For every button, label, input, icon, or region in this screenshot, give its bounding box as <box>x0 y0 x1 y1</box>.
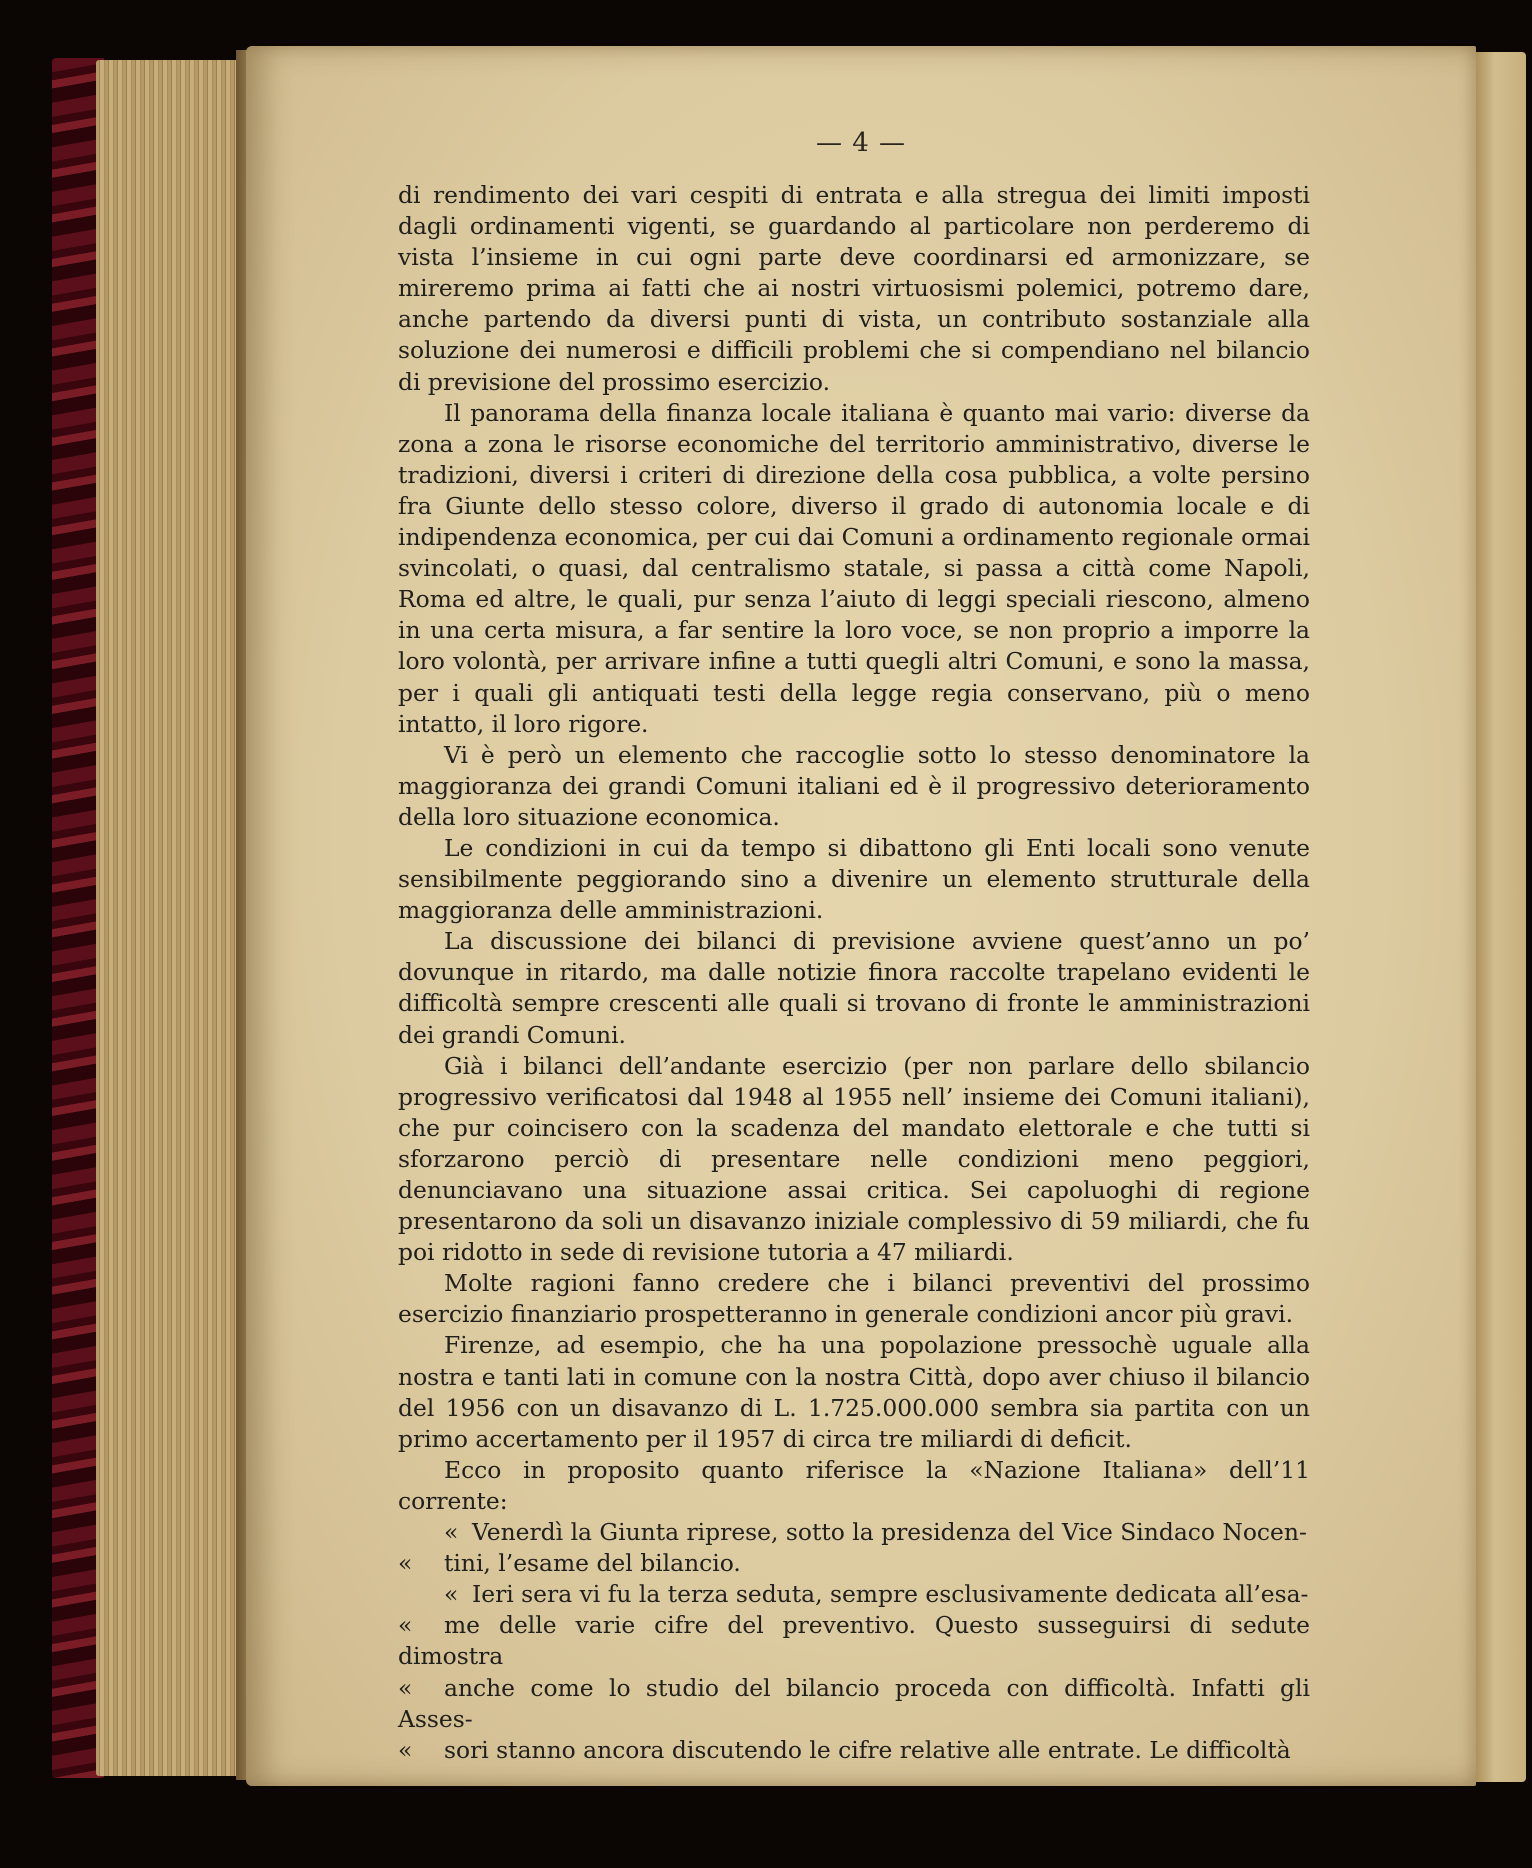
paragraph: Molte ragioni fanno credere che i bilanci preventivi del prossimo esercizio finanziario prospetteranno in generale condizioni ancor più gravi. <box>398 1269 1310 1329</box>
paragraph: La discussione dei bilanci di previsione avviene quest’anno un po’ dovunque in ritardo, ma dalle notizie finora raccolte trapelano evidenti le difficoltà sempre crescenti alle quali si trovano di fronte le amministrazioni dei grandi Comuni. <box>398 927 1310 1049</box>
page-edges <box>96 60 248 1776</box>
paragraph: Ecco in proposito quanto riferisce la «Nazione Italiana» dell’11 corrente: <box>398 1455 1310 1515</box>
quote-text: Venerdì la Giunta riprese, sotto la presidenza del Vice Sindaco Nocen- <box>472 1518 1307 1547</box>
quote-mark: « <box>444 1518 459 1547</box>
paragraph: Già i bilanci dell’andante esercizio (per non parlare dello sbilancio progressivo verificatosi dal 1948 al 1955 nell’ insieme dei Comuni italiani), che pur coincisero con la scadenza del mandato elettorale e che tutti si sforzarono perciò di presentare nelle condizioni meno peggiori, denunciavano una situazione assai critica. Sei capoluoghi di regione presentarono da soli un disavanzo iniziale complessivo di 59 miliardi, che fu poi ridotto in sede di revisione tutoria a 47 miliardi. <box>398 1051 1310 1267</box>
quote-line <box>398 1735 1310 1766</box>
quote-line <box>398 1579 1310 1610</box>
quote-line <box>398 1610 1310 1672</box>
quote-text: tini, l’esame del bilancio. <box>444 1549 741 1578</box>
quote-text: me delle varie cifre del preventivo. Questo susseguirsi di sedute dimostra <box>398 1611 1310 1671</box>
quote-line <box>398 1548 1310 1579</box>
quote-mark: « <box>398 1735 413 1764</box>
quotation-block <box>398 1517 1310 1766</box>
paragraph: Vi è però un elemento che raccoglie sotto lo stesso denominatore la maggioranza dei grandi Comuni italiani ed è il progressivo deterioramento della loro situazione economica. <box>398 740 1310 831</box>
next-page-edge <box>1474 52 1526 1782</box>
quote-text: Ieri sera vi fu la terza seduta, sempre esclusivamente dedicata all’esa- <box>472 1580 1309 1609</box>
quote-mark: « <box>398 1549 413 1578</box>
paragraph: di rendimento dei vari cespiti di entrata e alla stregua dei limiti imposti dagli ordinamenti vigenti, se guardando al particolare non perderemo di vista l’insieme in cui ogni parte deve coordinarsi ed armonizzare, se mireremo prima ai fatti che ai nostri virtuosismi polemici, potremo dare, anche partendo da diversi punti di vista, un contributo sostanziale alla soluzione dei numerosi e difficili problemi che si compendiano nel bilancio di previsione del prossimo esercizio. <box>398 181 1310 396</box>
book-page <box>246 46 1476 1786</box>
quote-line <box>398 1673 1310 1735</box>
paragraph: Le condizioni in cui da tempo si dibattono gli Enti locali sono venute sensibilmente peggiorando sino a divenire un elemento strutturale della maggioranza delle amministrazioni. <box>398 833 1310 925</box>
quote-text: sori stanno ancora discutendo le cifre relative alle entrate. Le difficoltà <box>444 1735 1291 1764</box>
quote-mark: « <box>444 1580 459 1609</box>
quote-line <box>398 1517 1310 1548</box>
quote-mark: « <box>398 1611 413 1640</box>
page-number: — 4 — <box>815 128 907 158</box>
paragraph: Il panorama della finanza locale italiana è quanto mai vario: diverse da zona a zona le risorse economiche del territorio amministrativo, diverse le tradizioni, diversi i criteri di direzione della cosa pubblica, a volte persino fra Giunte dello stesso colore, diverso il grado di autonomia locale e di indipendenza economica, per cui dai Comuni a ordinamento regionale ormai svincolati, o quasi, dal centralismo statale, si passa a città come Napoli, Roma ed altre, le quali, pur senza l’aiuto di leggi speciali riescono, almeno in una certa misura, a far sentire la loro voce, se non proprio a imporre la loro volontà, per arrivare infine a tutti quegli altri Comuni, e sono la massa, per i quali gli antiquati testi della legge regia conservano, più o meno intatto, il loro rigore. <box>398 398 1310 738</box>
body-text <box>398 180 1310 1766</box>
quote-mark: « <box>398 1673 413 1702</box>
quote-text: anche come lo studio del bilancio proceda con difficoltà. Infatti gli Asses- <box>398 1673 1310 1733</box>
paragraph: Firenze, ad esempio, che ha una popolazione pressochè uguale alla nostra e tanti lati in comune con la nostra Città, dopo aver chiuso il bilancio del 1956 con un disavanzo di L. 1.725.000.000 sembra sia partita con un primo accertamento per il 1957 di circa tre miliardi di deficit. <box>398 1331 1310 1453</box>
